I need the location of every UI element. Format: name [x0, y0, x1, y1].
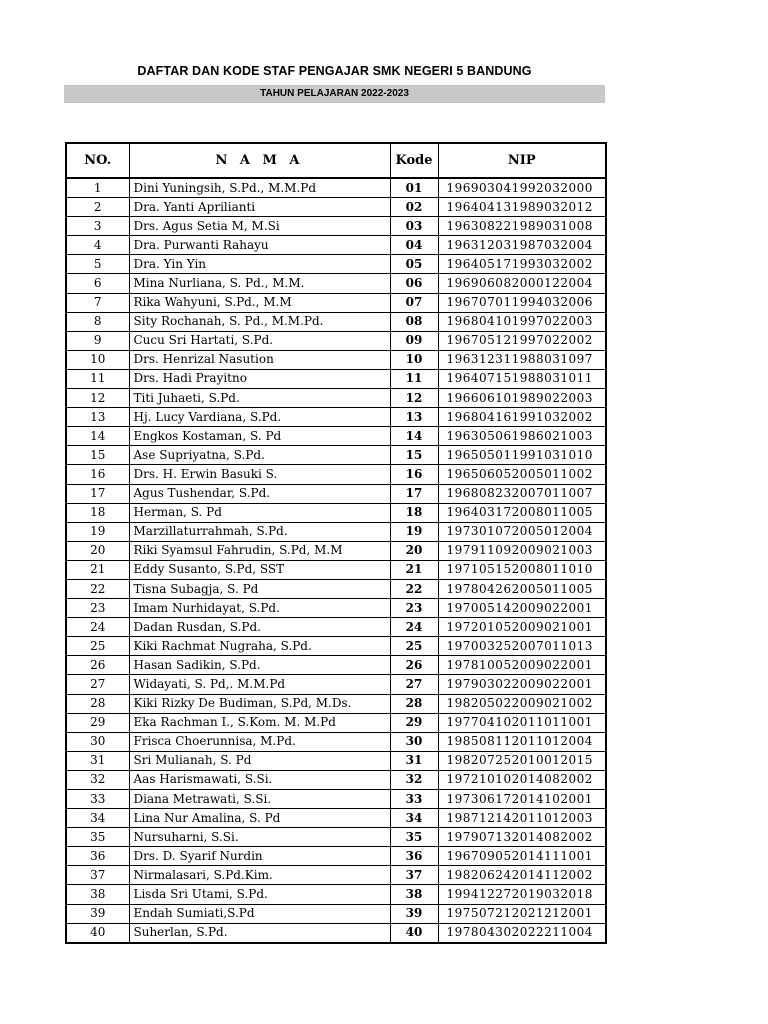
row-nip: 197306172014102001: [438, 790, 606, 809]
row-name: Dadan Rusdan, S.Pd.: [129, 618, 390, 637]
row-number: 23: [66, 599, 129, 618]
row-nip: 196804161991032002: [438, 408, 606, 427]
row-nip: 196506052005011002: [438, 465, 606, 484]
row-number: 36: [66, 847, 129, 866]
table-header: [66, 143, 606, 178]
row-code: 02: [390, 198, 438, 217]
row-nip: 196709052014111001: [438, 847, 606, 866]
row-nip: 196707011994032006: [438, 293, 606, 312]
table-row: [66, 770, 606, 789]
row-name: Mina Nurliana, S. Pd., M.M.: [129, 274, 390, 293]
row-name: Drs. Henrizal Nasution: [129, 350, 390, 369]
row-nip: 198207252010012015: [438, 751, 606, 770]
table-row: [66, 675, 606, 694]
table-row: [66, 713, 606, 732]
row-nip: 197201052009021001: [438, 618, 606, 637]
row-code: 31: [390, 751, 438, 770]
row-number: 32: [66, 770, 129, 789]
row-number: 34: [66, 809, 129, 828]
row-nip: 197507212021212001: [438, 904, 606, 923]
row-code: 10: [390, 350, 438, 369]
row-name: Drs. Hadi Prayitno: [129, 369, 390, 388]
table-row: [66, 408, 606, 427]
row-nip: 197903022009022001: [438, 675, 606, 694]
row-nip: 198508112011012004: [438, 732, 606, 751]
table-row: [66, 866, 606, 885]
row-number: 33: [66, 790, 129, 809]
row-code: 15: [390, 446, 438, 465]
table-row: [66, 389, 606, 408]
row-nip: 196808232007011007: [438, 484, 606, 503]
row-name: Titi Juhaeti, S.Pd.: [129, 389, 390, 408]
row-nip: 197005142009022001: [438, 599, 606, 618]
staff-table: [65, 142, 607, 944]
row-nip: 197105152008011010: [438, 560, 606, 579]
row-number: 3: [66, 217, 129, 236]
row-nip: 196407151988031011: [438, 369, 606, 388]
row-name: Dra. Purwanti Rahayu: [129, 236, 390, 255]
row-code: 34: [390, 809, 438, 828]
row-code: 23: [390, 599, 438, 618]
row-code: 19: [390, 522, 438, 541]
row-code: 36: [390, 847, 438, 866]
row-nip: 197907132014082002: [438, 828, 606, 847]
row-code: 08: [390, 312, 438, 331]
table-body: [66, 178, 606, 943]
row-name: Kiki Rachmat Nugraha, S.Pd.: [129, 637, 390, 656]
row-nip: 196903041992032000: [438, 178, 606, 198]
row-number: 18: [66, 503, 129, 522]
row-code: 12: [390, 389, 438, 408]
row-nip: 199412272019032018: [438, 885, 606, 904]
row-code: 29: [390, 713, 438, 732]
row-number: 17: [66, 484, 129, 503]
header-no: NO.: [66, 143, 129, 178]
row-number: 10: [66, 350, 129, 369]
table-row: [66, 178, 606, 198]
row-number: 25: [66, 637, 129, 656]
row-code: 27: [390, 675, 438, 694]
table-row: [66, 465, 606, 484]
row-name: Sri Mulianah, S. Pd: [129, 751, 390, 770]
row-name: Nirmalasari, S.Pd.Kim.: [129, 866, 390, 885]
row-nip: 198712142011012003: [438, 809, 606, 828]
row-nip: 196404131989032012: [438, 198, 606, 217]
row-name: Lina Nur Amalina, S. Pd: [129, 809, 390, 828]
table-row: [66, 274, 606, 293]
row-name: Diana Metrawati, S.Si.: [129, 790, 390, 809]
table-row: [66, 618, 606, 637]
row-code: 25: [390, 637, 438, 656]
table-row: [66, 694, 606, 713]
row-number: 9: [66, 331, 129, 350]
row-code: 30: [390, 732, 438, 751]
row-code: 35: [390, 828, 438, 847]
table-row: [66, 809, 606, 828]
row-nip: 198205022009021002: [438, 694, 606, 713]
row-name: Eka Rachman I., S.Kom. M. M.Pd: [129, 713, 390, 732]
row-name: Tisna Subagja, S. Pd: [129, 579, 390, 598]
row-nip: 197301072005012004: [438, 522, 606, 541]
row-code: 01: [390, 178, 438, 198]
row-code: 04: [390, 236, 438, 255]
document-subtitle: TAHUN PELAJARAN 2022-2023: [64, 85, 605, 103]
header-nip: NIP: [438, 143, 606, 178]
row-code: 09: [390, 331, 438, 350]
row-nip: 196403172008011005: [438, 503, 606, 522]
row-nip: 196312311988031097: [438, 350, 606, 369]
row-code: 28: [390, 694, 438, 713]
row-code: 17: [390, 484, 438, 503]
row-nip: 196606101989022003: [438, 389, 606, 408]
row-name: Imam Nurhidayat, S.Pd.: [129, 599, 390, 618]
row-nip: 198206242014112002: [438, 866, 606, 885]
row-number: 30: [66, 732, 129, 751]
row-nip: 197704102011011001: [438, 713, 606, 732]
table-row: [66, 427, 606, 446]
row-nip: 196906082000122004: [438, 274, 606, 293]
row-name: Hasan Sadikin, S.Pd.: [129, 656, 390, 675]
header-row: [66, 143, 606, 178]
table-row: [66, 790, 606, 809]
row-name: Drs. Agus Setia M, M.Si: [129, 217, 390, 236]
row-number: 16: [66, 465, 129, 484]
row-name: Frisca Choerunnisa, M.Pd.: [129, 732, 390, 751]
row-code: 26: [390, 656, 438, 675]
row-name: Cucu Sri Hartati, S.Pd.: [129, 331, 390, 350]
row-code: 07: [390, 293, 438, 312]
row-nip: 196705121997022002: [438, 331, 606, 350]
row-name: Endah Sumiati,S.Pd: [129, 904, 390, 923]
row-number: 37: [66, 866, 129, 885]
row-name: Riki Syamsul Fahrudin, S.Pd, M.M: [129, 541, 390, 560]
row-nip: 196405171993032002: [438, 255, 606, 274]
table-row: [66, 828, 606, 847]
table-row: [66, 293, 606, 312]
row-code: 22: [390, 579, 438, 598]
row-nip: 196804101997022003: [438, 312, 606, 331]
row-nip: 196312031987032004: [438, 236, 606, 255]
row-code: 14: [390, 427, 438, 446]
document-title: DAFTAR DAN KODE STAF PENGAJAR SMK NEGERI 5 BANDUNG: [137, 64, 532, 78]
table-row: [66, 885, 606, 904]
row-name: Widayati, S. Pd,. M.M.Pd: [129, 675, 390, 694]
table-row: [66, 236, 606, 255]
row-nip: 197210102014082002: [438, 770, 606, 789]
row-number: 8: [66, 312, 129, 331]
table-row: [66, 904, 606, 923]
row-number: 28: [66, 694, 129, 713]
table-row: [66, 847, 606, 866]
row-number: 27: [66, 675, 129, 694]
row-number: 15: [66, 446, 129, 465]
table-row: [66, 656, 606, 675]
row-name: Eddy Susanto, S.Pd, SST: [129, 560, 390, 579]
row-number: 13: [66, 408, 129, 427]
row-name: Herman, S. Pd: [129, 503, 390, 522]
row-number: 26: [66, 656, 129, 675]
table-row: [66, 923, 606, 943]
row-number: 35: [66, 828, 129, 847]
table-row: [66, 637, 606, 656]
table-row: [66, 255, 606, 274]
row-code: 05: [390, 255, 438, 274]
table-row: [66, 484, 606, 503]
row-nip: 197911092009021003: [438, 541, 606, 560]
row-number: 6: [66, 274, 129, 293]
row-code: 24: [390, 618, 438, 637]
row-number: 24: [66, 618, 129, 637]
row-name: Engkos Kostaman, S. Pd: [129, 427, 390, 446]
row-nip: 196305061986021003: [438, 427, 606, 446]
row-number: 7: [66, 293, 129, 312]
table-row: [66, 198, 606, 217]
row-name: Dini Yuningsih, S.Pd., M.M.Pd: [129, 178, 390, 198]
row-code: 37: [390, 866, 438, 885]
row-code: 33: [390, 790, 438, 809]
row-code: 13: [390, 408, 438, 427]
table-row: [66, 312, 606, 331]
table-row: [66, 217, 606, 236]
row-code: 38: [390, 885, 438, 904]
row-nip: 197804262005011005: [438, 579, 606, 598]
row-number: 22: [66, 579, 129, 598]
row-name: Kiki Rizky De Budiman, S.Pd, M.Ds.: [129, 694, 390, 713]
row-code: 03: [390, 217, 438, 236]
row-number: 11: [66, 369, 129, 388]
row-name: Suherlan, S.Pd.: [129, 923, 390, 943]
row-name: Agus Tushendar, S.Pd.: [129, 484, 390, 503]
row-number: 40: [66, 923, 129, 943]
row-number: 5: [66, 255, 129, 274]
row-name: Ase Supriyatna, S.Pd.: [129, 446, 390, 465]
row-nip: 197804302022211004: [438, 923, 606, 943]
row-number: 19: [66, 522, 129, 541]
row-number: 2: [66, 198, 129, 217]
row-name: Lisda Sri Utami, S.Pd.: [129, 885, 390, 904]
row-name: Dra. Yanti Aprilianti: [129, 198, 390, 217]
row-name: Sity Rochanah, S. Pd., M.M.Pd.: [129, 312, 390, 331]
row-code: 40: [390, 923, 438, 943]
row-code: 18: [390, 503, 438, 522]
table-row: [66, 732, 606, 751]
table-row: [66, 560, 606, 579]
row-code: 20: [390, 541, 438, 560]
row-code: 16: [390, 465, 438, 484]
row-name: Rika Wahyuni, S.Pd., M.M: [129, 293, 390, 312]
row-number: 39: [66, 904, 129, 923]
row-name: Dra. Yin Yin: [129, 255, 390, 274]
row-nip: 196505011991031010: [438, 446, 606, 465]
row-nip: 197003252007011013: [438, 637, 606, 656]
row-number: 29: [66, 713, 129, 732]
row-nip: 197810052009022001: [438, 656, 606, 675]
row-number: 21: [66, 560, 129, 579]
row-name: Hj. Lucy Vardiana, S.Pd.: [129, 408, 390, 427]
header-kode: Kode: [390, 143, 438, 178]
table-row: [66, 503, 606, 522]
table-row: [66, 579, 606, 598]
row-nip: 196308221989031008: [438, 217, 606, 236]
row-name: Drs. D. Syarif Nurdin: [129, 847, 390, 866]
table-row: [66, 331, 606, 350]
table-row: [66, 369, 606, 388]
table-row: [66, 751, 606, 770]
row-number: 1: [66, 178, 129, 198]
row-code: 39: [390, 904, 438, 923]
table-row: [66, 446, 606, 465]
row-number: 31: [66, 751, 129, 770]
row-number: 4: [66, 236, 129, 255]
row-number: 14: [66, 427, 129, 446]
row-code: 32: [390, 770, 438, 789]
row-name: Drs. H. Erwin Basuki S.: [129, 465, 390, 484]
row-code: 06: [390, 274, 438, 293]
table-row: [66, 350, 606, 369]
row-name: Nursuharni, S.Si.: [129, 828, 390, 847]
table-row: [66, 522, 606, 541]
row-name: Marzillaturrahmah, S.Pd.: [129, 522, 390, 541]
row-number: 12: [66, 389, 129, 408]
row-number: 20: [66, 541, 129, 560]
row-code: 21: [390, 560, 438, 579]
table-row: [66, 599, 606, 618]
row-number: 38: [66, 885, 129, 904]
table-row: [66, 541, 606, 560]
header-nama: N A M A: [129, 143, 390, 178]
row-code: 11: [390, 369, 438, 388]
row-name: Aas Harismawati, S.Si.: [129, 770, 390, 789]
